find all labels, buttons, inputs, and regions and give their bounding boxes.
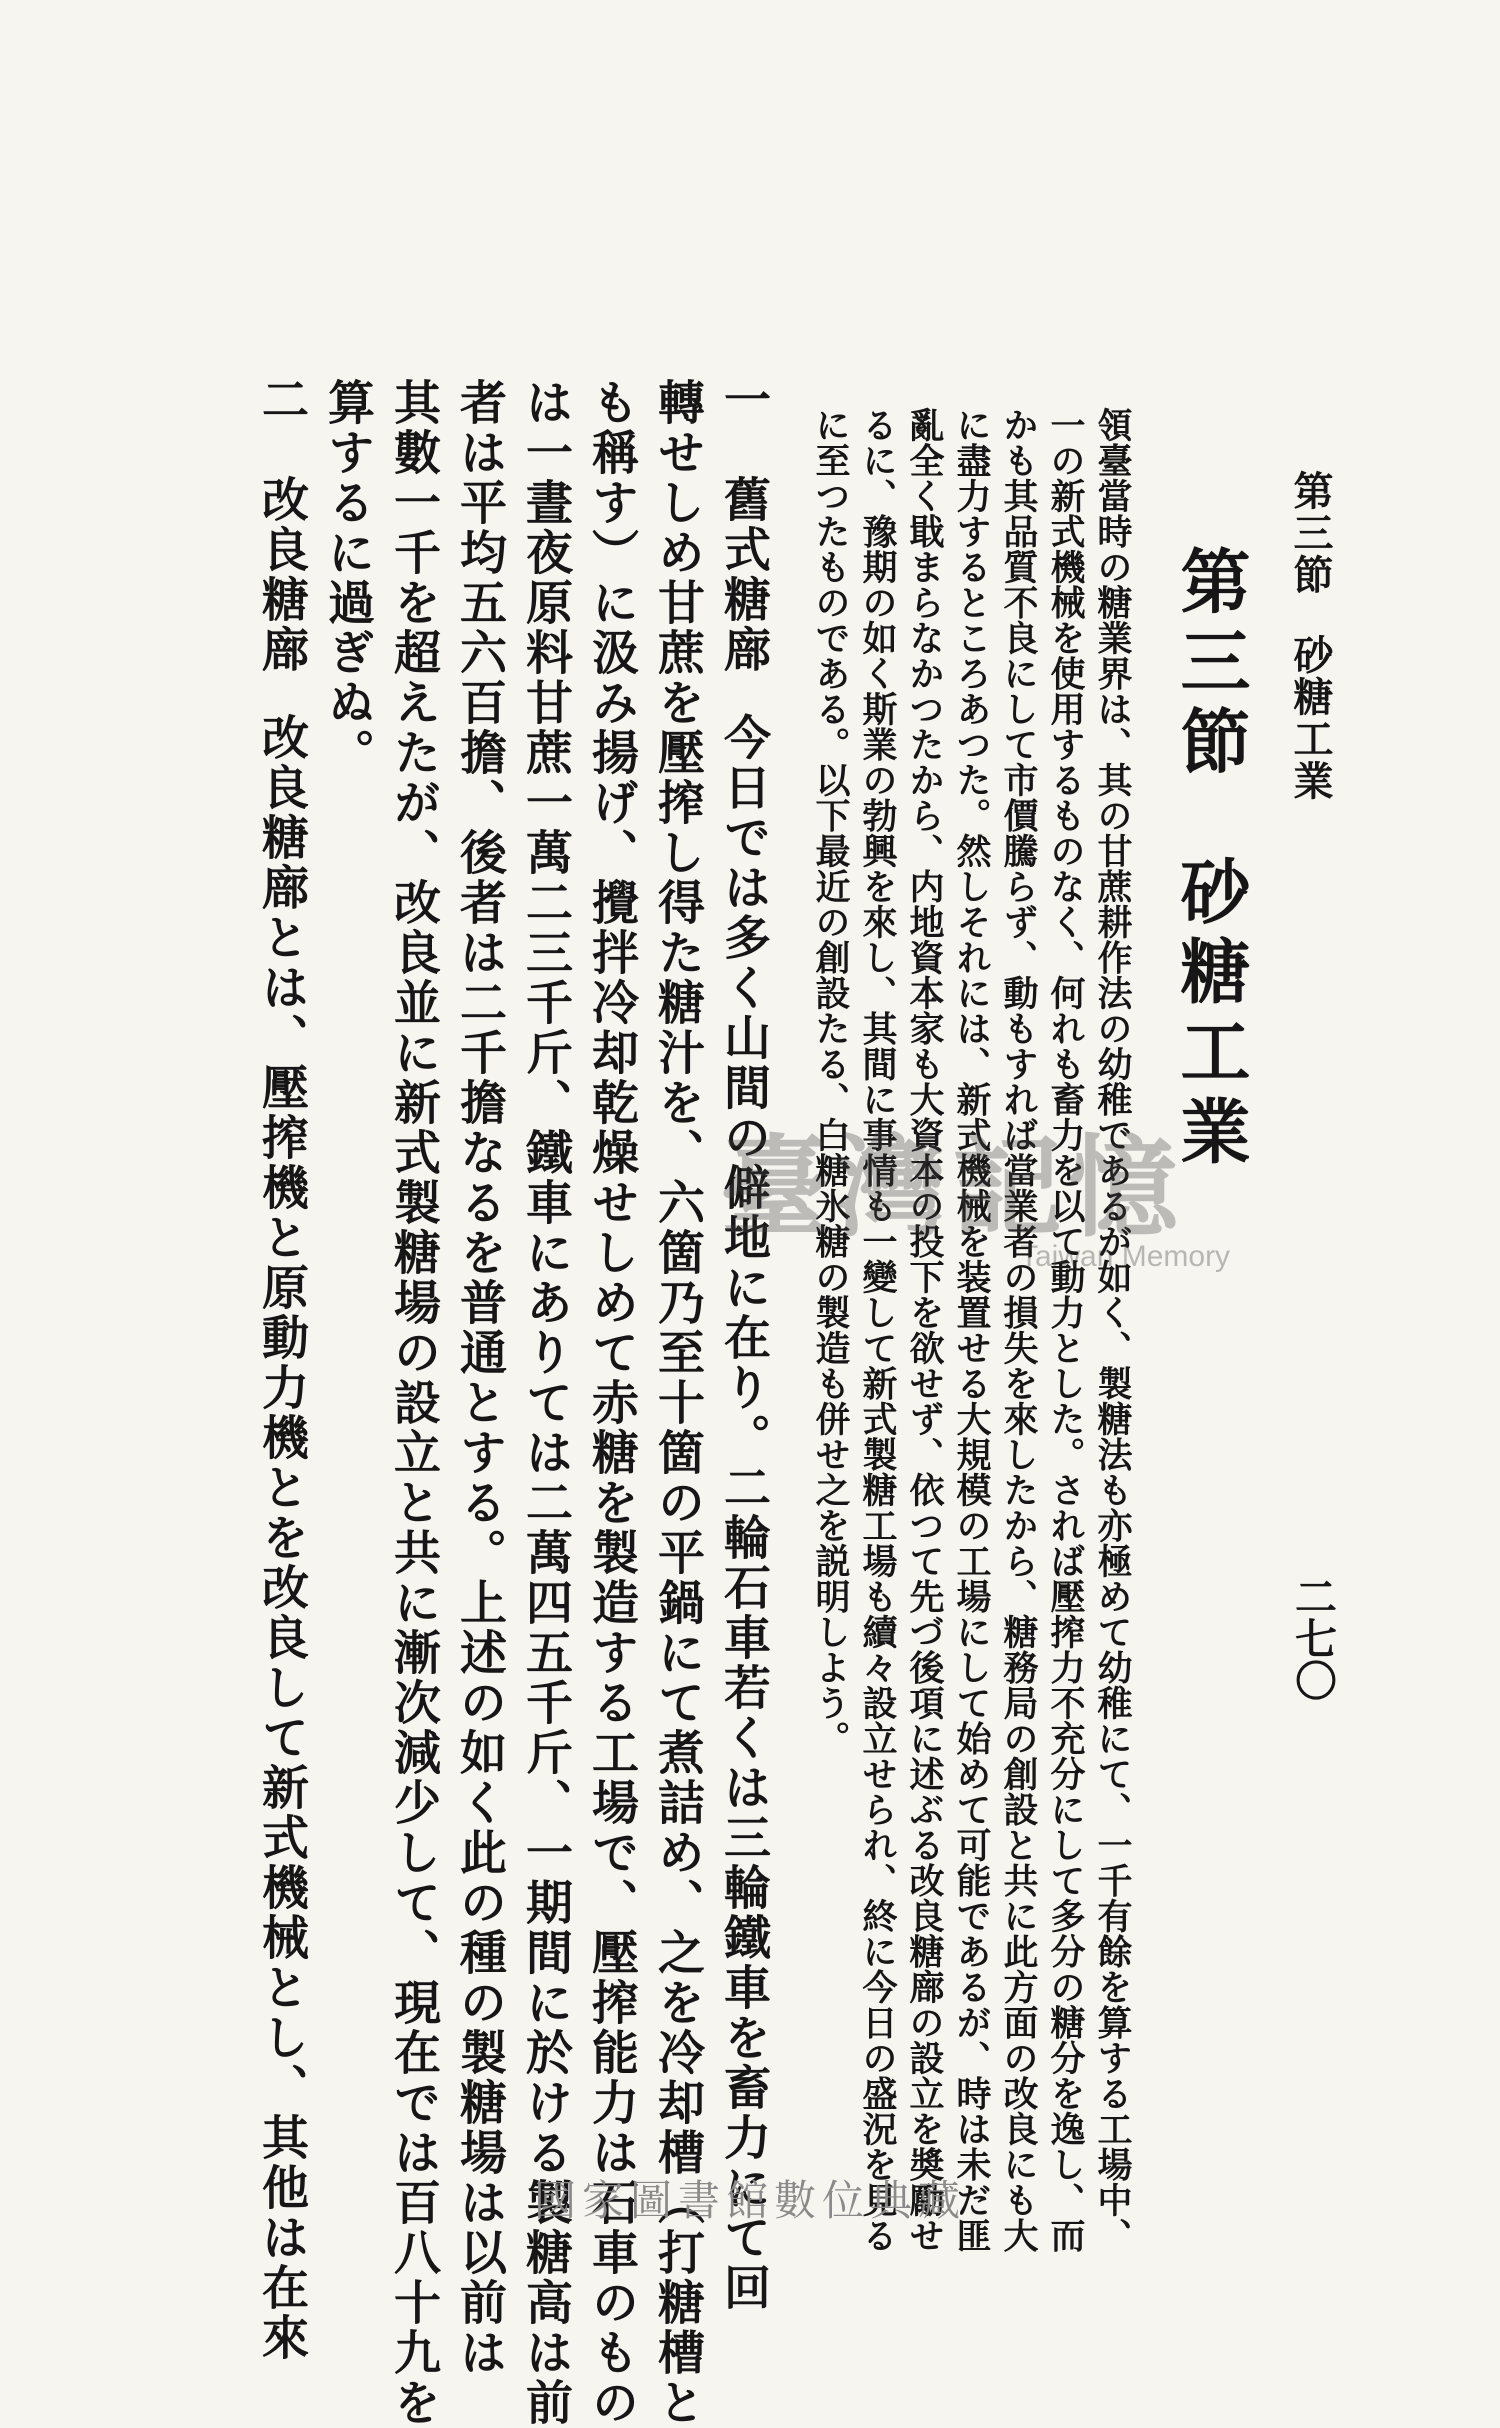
item1-line-4: 者は平均五六百擔、後者は二千擔なるを普通とする。上述の如く此の種の製糖場は以前は: [452, 378, 507, 2378]
intro-line-6: るに、豫期の如く斯業の勃興を來し、其間に事情も一變して新式製糖工場も續々設立せられ、終に今日の盛況を見る: [857, 407, 898, 2253]
item1-line-1: 轉せしめ甘蔗を壓搾し得た糖汁を、六箇乃至十箇の平鍋にて煮詰め、之を冷却槽（打糖槽と: [650, 378, 705, 2428]
item1-line-2: も稱す）に汲み揚げ、攪拌冷却乾燥せしめて赤糖を製造する工場で、壓搾能力は石車のもの: [584, 378, 639, 2428]
intro-line-2: 一の新式機械を使用するものなく、何れも畜力を以て動力とした。されば壓搾力不充分にして多分の糖分を逸し、而: [1045, 407, 1086, 2253]
section-title: [1169, 545, 1252, 1175]
intro-line-4: に盡力するところあつた。然しそれには、新式機械を装置せる大規模の工場にして始めて可能であるが、時は未だ匪: [951, 407, 992, 2253]
item1-line-6: 算するに過ぎぬ。: [320, 378, 375, 778]
watermark-cjk-text: 臺灣記憶: [720, 1123, 1184, 1252]
footer-collection-label: 國家圖書館數位典藏: [533, 2176, 966, 2225]
section-number: 第三節: [1169, 545, 1252, 785]
watermark-en-text: Taiwan Memory: [1020, 1240, 1231, 1273]
running-head-subject: 砂糖工業: [1287, 634, 1334, 802]
running-head-chapter: 第三節: [1287, 470, 1334, 596]
section-name: 砂糖工業: [1169, 855, 1252, 1175]
item2-heading: 二 改良糖廍: [254, 375, 309, 675]
item2-first-column: [254, 375, 309, 2363]
item1-first-column: [716, 375, 771, 2313]
intro-line-7: に至つたものである。以下最近の創設たる、白糖氷糖の製造も併せ之を説明しよう。: [810, 407, 851, 1756]
item1-line-5: 其數一千を超えたが、改良並に新式製糖場の設立と共に漸次減少して、現在では百八十九を: [386, 378, 441, 2428]
item1-heading: 一 舊式糖廍: [716, 375, 771, 675]
item1-line-3: は一晝夜原料甘蔗一萬二三千斤、鐵車にありては二萬四五千斤、一期間に於ける製糖高は前: [518, 378, 573, 2428]
intro-line-5: 亂全く戢まらなかつたから、内地資本家も大資本の投下を欲せず、依つて先づ後項に述ぶる改良糖廍の設立を奬勵せ: [904, 407, 945, 2253]
page-number: 二七〇: [1289, 1575, 1338, 1701]
running-head: [1287, 470, 1334, 802]
intro-line-1: 領臺當時の糖業界は、其の甘蔗耕作法の幼稚であるが如く、製糖法も亦極めて幼稚にて、一千有餘を算する工場中、: [1092, 407, 1133, 2253]
item1-first-line: 今日では多く山間の僻地に在り。二輪石車若くは三輪鐵車を畜力にて回: [716, 713, 771, 2313]
item2-first-line: 改良糖廍とは、壓搾機と原動力機とを改良して新式機械とし、其他は在來: [254, 713, 309, 2363]
intro-line-3: かも其品質不良にして市價騰らず、動もすれば當業者の損失を來したから、糖務局の創設と共に此方面の改良にも大: [998, 407, 1039, 2253]
